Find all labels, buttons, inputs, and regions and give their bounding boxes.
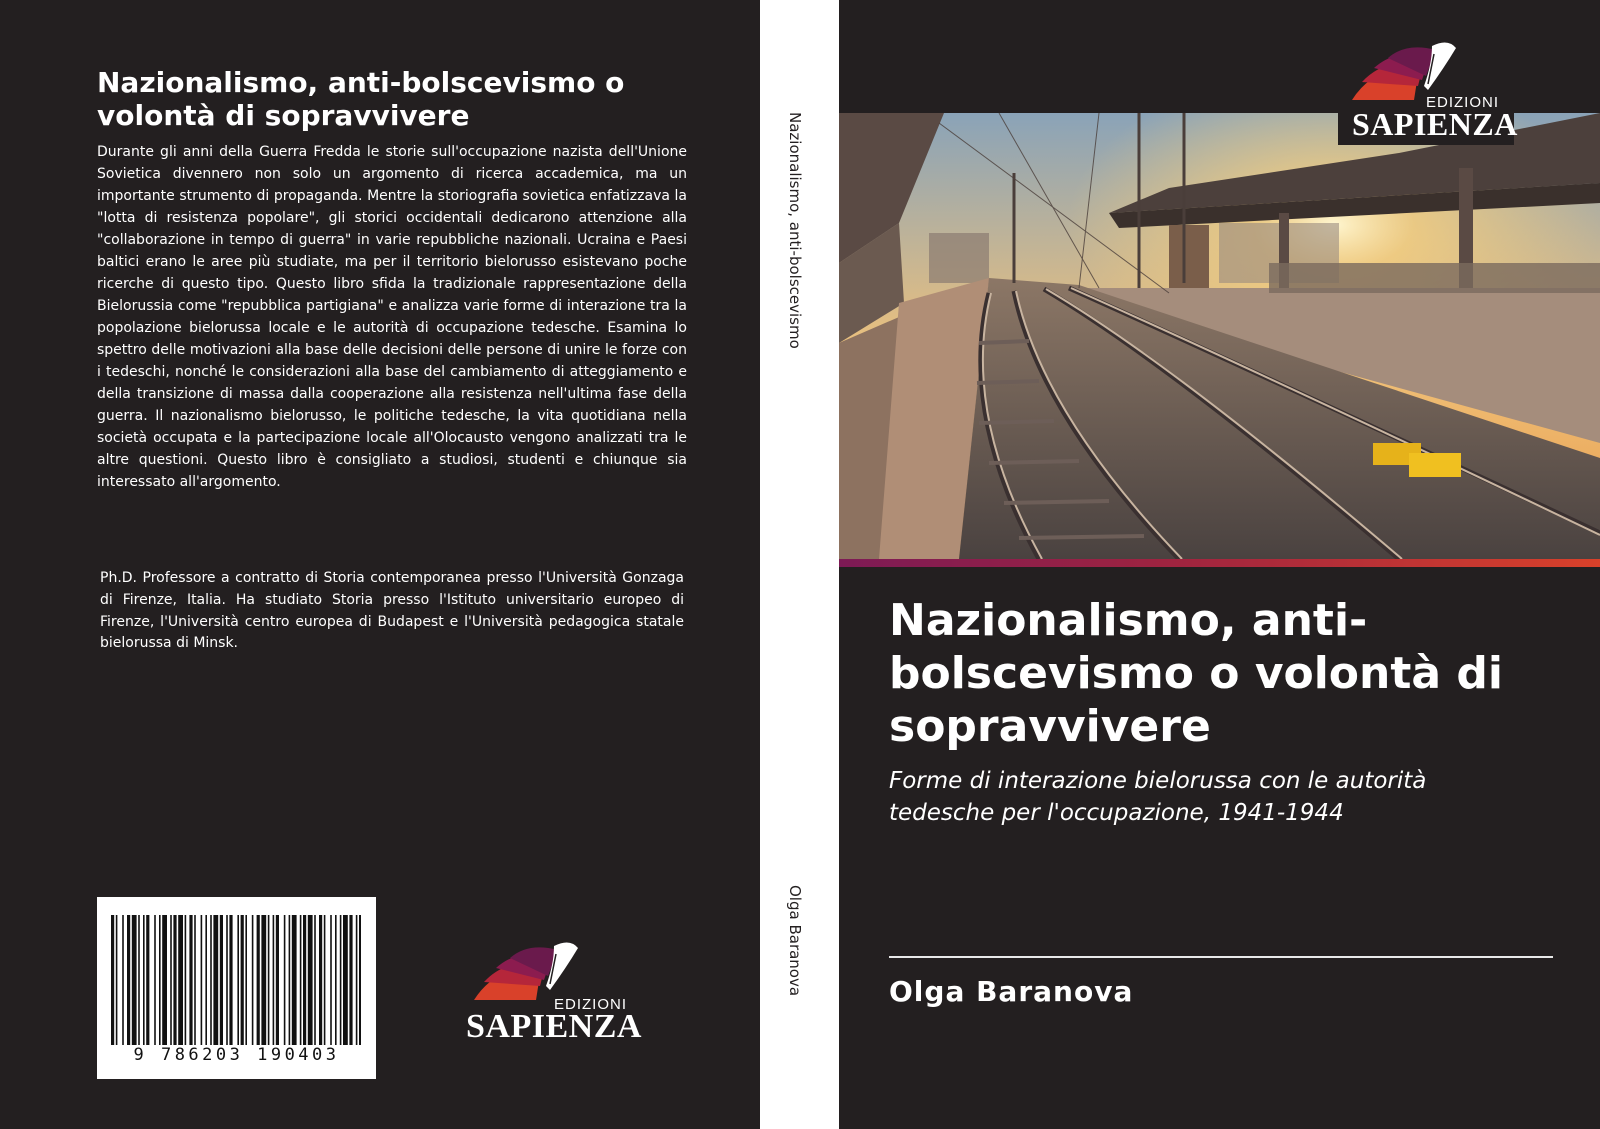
front-cover-subtitle: Forme di interazione bielorussa con le autorità tedesche per l'occupazione, 1941-1944 [889,768,1427,826]
sapienza-wordmark: SAPIENZA [466,1008,642,1045]
barcode-bar [116,915,118,1045]
barcode-bar [319,915,322,1045]
barcode-bars-graphic [111,915,361,1045]
barcode-bar [237,915,239,1045]
railway-station-photo [839,113,1600,559]
barcode-bar [276,915,279,1045]
barcode-bar [132,915,137,1045]
barcode-bar [138,915,140,1045]
barcode-bar [303,915,306,1045]
barcode-bar [252,915,254,1045]
spine-title: Nazionalismo, anti-bolscevismo [786,112,804,349]
front-cover [839,0,1600,1129]
barcode-bar [284,915,286,1045]
edizioni-label: EDIZIONI [1426,94,1500,111]
barcode-bar [205,915,207,1045]
back-cover-blurb: Durante gli anni della Guerra Fredda le storie sull'occupazione nazista dell'Unione Sovietica divennero non solo un argomento di ricerca accademica, ma un importante strumento di propaganda. Mentre la storiografia sovietica enfatizzava la "lotta di resistenza popolare", gli storici occidentali dedicarono attenzione alla "collaborazione in tempo di guerra" in varie repubbliche nazionali. Ucraina e Paesi baltici erano le aree più studiate, ma per il territorio bielorusso esistevano poche ricerche di questo tipo. Questo libro sfida la tradizionale rappresentazione della Bielorussia come "repubblica partigiana" e analizza varie forme di interazione tra la popolazione bielorussa locale e le autorità di occupazione tedesche. Esamina lo spettro delle motivazioni alla base delle decisioni delle persone di unire le forze con i tedeschi, nonché le considerazioni alla base del cambiamento di atteggiamento e della transizione di massa dalla cooperazione alla resistenza nell'ultima fase della guerra. Il nazionalismo bielorusso, le politiche tedesche, la vita quotidiana nella società occupata e la partecipazione locale all'Olocausto vengono analizzati tra le altre questioni. Questo libro è consigliato a studiosi, studenti e chiunque sia interessato all'argomento. [97,144,687,490]
barcode-bar [143,915,145,1045]
barcode-bar [111,915,114,1045]
barcode-bar [185,915,187,1045]
front-cover-title: Nazionalismo, anti-bolscevismo o volontà di sopravvivere [889,595,1503,752]
barcode-bar [146,915,149,1045]
barcode-bar [257,915,260,1045]
barcode-bar [330,915,332,1045]
barcode-bar [289,915,291,1045]
barcode-bar [127,915,130,1045]
barcode-bar [194,915,196,1045]
barcode-bar [241,915,244,1045]
back-cover [0,0,760,1129]
barcode-bar [335,915,337,1045]
barcode-bar [226,915,228,1045]
barcode-bar [170,915,172,1045]
sapienza-wordmark: SAPIENZA [1352,106,1518,142]
barcode-bar [343,915,348,1045]
accent-stripe [839,559,1600,567]
divider [889,956,1553,958]
edizioni-label: EDIZIONI [554,996,628,1013]
barcode-bar [314,915,316,1045]
barcode-bar [173,915,176,1045]
isbn-digits: 9 786203 190403 [133,1045,340,1065]
barcode-bar [213,915,218,1045]
barcode-bar [308,915,313,1045]
barcode-bar [340,915,342,1045]
barcode-bar [159,915,161,1045]
barcode-bar [268,915,270,1045]
barcode-bar [356,915,358,1045]
publisher-logo-front [1338,40,1518,145]
barcode-bar [261,915,266,1045]
front-cover-author: Olga Baranova [889,975,1134,1008]
barcode-bar [300,915,302,1045]
barcode-bar [154,915,156,1045]
barcode-bar [245,915,247,1045]
isbn-barcode [97,897,376,1079]
barcode-bar [210,915,212,1045]
barcode-bar [359,915,361,1045]
author-bio: Ph.D. Professore a contratto di Storia contemporanea presso l'Università Gonzaga di Firenze, Italia. Ha studiato Storia presso l'Istituto universitario europeo di Firenze, l'Università centro europea di Budapest e l'Università pedagogica statale bielorussa di Minsk. [100,570,684,652]
barcode-bar [201,915,203,1045]
back-cover-title: Nazionalismo, anti-bolscevismo o volontà di sopravvivere [97,66,625,132]
cover-photo [839,113,1600,559]
barcode-bar [178,915,183,1045]
barcode-bar [324,915,326,1045]
spine-author: Olga Baranova [786,885,804,997]
barcode-bar [189,915,192,1045]
publisher-logo-back [466,940,642,1050]
barcode-bar [349,915,352,1045]
barcode-bar [292,915,297,1045]
barcode-bar [229,915,232,1045]
barcode-bar [273,915,275,1045]
barcode-bar [162,915,167,1045]
barcode-bar [122,915,124,1045]
barcode-bar [220,915,223,1045]
